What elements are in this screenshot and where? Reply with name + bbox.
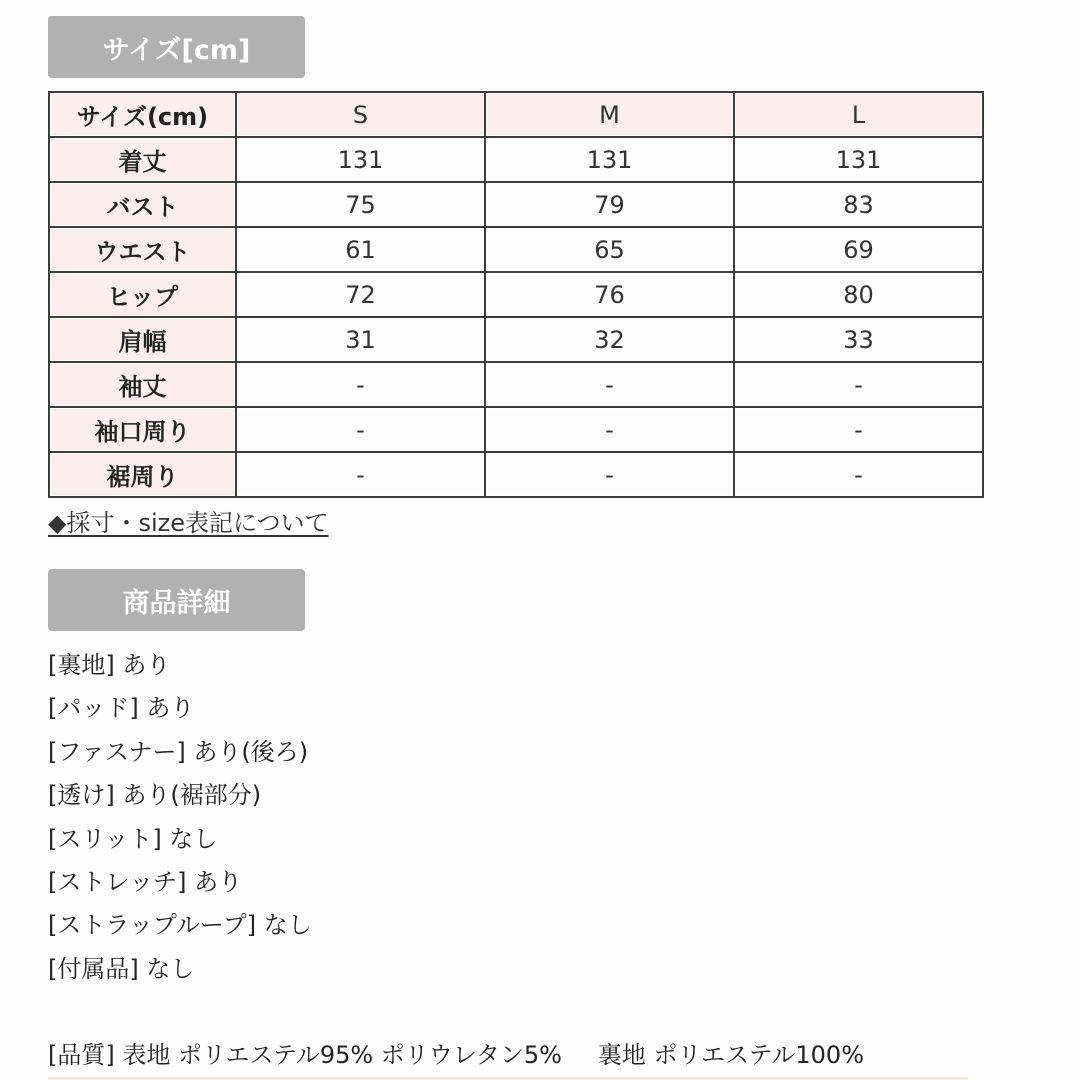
table-cell: 76: [485, 272, 734, 317]
table-cell: 69: [734, 227, 983, 272]
table-row: [49, 137, 983, 182]
table-row: [49, 407, 983, 452]
row-label: 肩幅: [49, 317, 236, 362]
table-cell: 131: [734, 137, 983, 182]
table-cell: 75: [236, 182, 485, 227]
table-cell: 72: [236, 272, 485, 317]
material-outer: [品質] 表地 ポリエステル95% ポリウレタン5%: [48, 1041, 562, 1069]
table-cell: -: [485, 362, 734, 407]
table-cell: -: [734, 407, 983, 452]
list-item: [パッド] あり: [48, 694, 195, 723]
header-cell: S: [236, 92, 485, 137]
list-item: [ストレッチ] あり: [48, 867, 243, 896]
row-label: 袖口周り: [49, 407, 236, 452]
row-label: 裾周り: [49, 452, 236, 497]
table-cell: 32: [485, 317, 734, 362]
list-item: [ストラップループ] なし: [48, 911, 312, 940]
table-cell: 131: [236, 137, 485, 182]
table-cell: -: [485, 407, 734, 452]
table-cell: -: [734, 452, 983, 497]
table-row: [49, 362, 983, 407]
row-label: ウエスト: [49, 227, 236, 272]
detail-list: [48, 645, 312, 992]
table-cell: 83: [734, 182, 983, 227]
table-row: [49, 272, 983, 317]
table-cell: -: [734, 362, 983, 407]
table-cell: -: [485, 452, 734, 497]
row-label: 着丈: [49, 137, 236, 182]
table-row: [49, 317, 983, 362]
table-cell: 80: [734, 272, 983, 317]
header-cell: L: [734, 92, 983, 137]
list-item: [ファスナー] あり(後ろ): [48, 737, 309, 766]
row-label: ヒップ: [49, 272, 236, 317]
list-item: [裏地] あり: [48, 651, 171, 679]
table-cell: 61: [236, 227, 485, 272]
detail-section-heading: 商品詳細: [48, 569, 305, 631]
row-label: バスト: [49, 182, 236, 227]
size-table: [48, 91, 984, 498]
table-row: [49, 182, 983, 227]
size-section-heading: サイズ[cm]: [48, 16, 305, 78]
header-cell: M: [485, 92, 734, 137]
table-cell: 79: [485, 182, 734, 227]
table-cell: 31: [236, 317, 485, 362]
table-row: [49, 227, 983, 272]
table-cell: 131: [485, 137, 734, 182]
row-label: 袖丈: [49, 362, 236, 407]
header-cell: サイズ(cm): [49, 92, 236, 137]
list-item: [付属品] なし: [48, 954, 195, 983]
table-cell: -: [236, 407, 485, 452]
table-cell: 65: [485, 227, 734, 272]
table-row: [49, 452, 983, 497]
table-cell: -: [236, 452, 485, 497]
table-cell: -: [236, 362, 485, 407]
material-lining: 裏地 ポリエステル100%: [597, 1041, 865, 1069]
table-header-row: [49, 92, 983, 137]
list-item: [スリット] なし: [48, 824, 218, 853]
material-info: [48, 1035, 864, 1070]
list-item: [透け] あり(裾部分): [48, 781, 262, 810]
table-cell: 33: [734, 317, 983, 362]
size-guide-link[interactable]: ◆採寸・size表記について: [48, 509, 329, 537]
